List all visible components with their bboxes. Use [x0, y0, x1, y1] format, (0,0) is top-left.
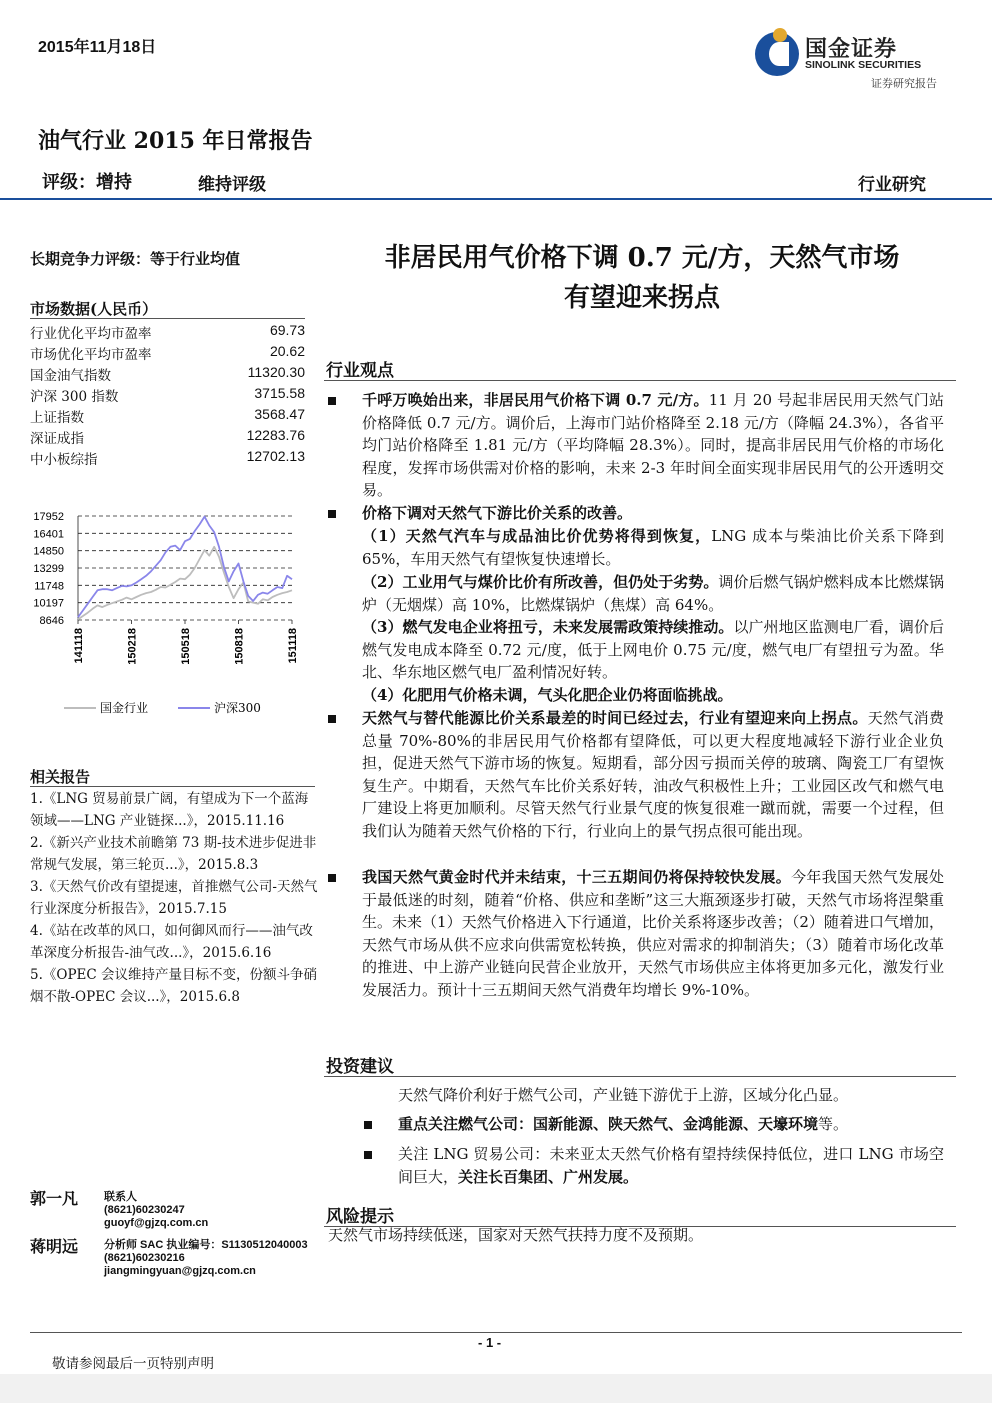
author-name: 郭一凡	[30, 1189, 79, 1208]
bullet-icon	[328, 874, 336, 882]
para-lead: 价格下调对天然气下游比价关系的改善。	[362, 504, 633, 522]
market-label: 沪深 300 指数	[30, 389, 119, 405]
section-heading: 投资建议	[326, 1057, 394, 1077]
author-email[interactable]: jiangmingyuan@gjzq.com.cn	[104, 1265, 256, 1277]
para-lead: 千呼万唤始出来，非居民用气价格下调 0.7 元/方。	[362, 391, 709, 409]
author-phone: (8621)60230247	[104, 1204, 185, 1216]
bullet-icon	[328, 510, 336, 518]
market-row	[30, 406, 305, 427]
para-lead: 我国天然气黄金时代并未结束，十三五期间仍将保持较快发展。	[362, 868, 792, 886]
bullet-icon	[364, 1151, 372, 1159]
logo-cn: 国金证券	[805, 37, 898, 62]
para-lead: （4）化肥用气价格未调，气头化肥企业仍将面临挑战。	[362, 686, 733, 704]
paragraph	[362, 389, 944, 502]
market-data-title: 市场数据(人民币）	[30, 300, 158, 318]
page-number: - 1 -	[478, 1335, 502, 1350]
paragraph	[362, 684, 944, 707]
series-line	[78, 547, 292, 620]
main-title-line: 有望迎来拐点	[563, 283, 720, 313]
x-tick-label: 150218	[126, 628, 139, 665]
longterm-rating: 长期竞争力评级：等于行业均值	[30, 250, 241, 268]
y-tick-label: 13299	[33, 563, 64, 575]
paragraph	[398, 1143, 944, 1188]
para-lead: 重点关注燃气公司：国新能源、陕天然气、金鸿能源、天壕环境	[398, 1115, 819, 1133]
market-value: 20.62	[269, 343, 305, 359]
market-row	[30, 364, 305, 385]
author-role: 分析师 SAC 执业编号：S1130512040003	[104, 1239, 308, 1251]
related-report-link[interactable]: 5.《OPEC 会议维持产量目标不变，份额斗争硝烟不散-OPEC 会议...》，2015.6.8	[30, 967, 318, 1005]
rating: 评级：增持	[42, 172, 132, 193]
para-lead: （2）工业用气与煤价比价有所改善，但仍处于劣势。	[362, 573, 719, 591]
market-label: 中小板综指	[30, 452, 98, 468]
market-row	[30, 427, 305, 448]
section-heading: 风险提示	[326, 1207, 394, 1227]
y-tick-label: 16401	[33, 528, 64, 541]
paragraph	[362, 525, 944, 570]
y-tick-label: 14850	[33, 545, 64, 558]
market-row	[30, 322, 305, 343]
author-name: 蒋明远	[30, 1237, 79, 1256]
company-logo	[755, 28, 945, 92]
bullet-icon	[364, 1121, 372, 1129]
y-tick-label: 17952	[33, 511, 64, 523]
market-value: 11320.30	[247, 364, 305, 380]
main-title-line: 非居民用气价格下调 0.7 元/方，天然气市场	[384, 243, 900, 273]
author-info	[104, 1191, 208, 1230]
bullet-icon	[328, 715, 336, 723]
footer-rule	[30, 1332, 962, 1333]
main-title	[322, 238, 962, 318]
para-body: 今年我国天然气发展处于最低迷的时刻，随着“价格、供应和垄断”这三大瓶颈逐步打破，天然气市场将涅槃重生。未来（1）天然气价格进入下行通道，比价关系将逐步改善；（2）随着进口气增加，天然气市场从供不应求向供需宽松转换，供应对需求的抑制消失；（3）随着市场化改革的推进、中上游产业链向民营企业放开，天然气市场供应主体将更加多元化，激发行业发展活力。预计十三五期间天然气消费年均增长 9%-10%。	[362, 868, 944, 999]
y-tick-label: 10197	[33, 597, 64, 610]
x-tick-label: 150818	[233, 628, 246, 665]
para-body: 以广州地区监测电厂看，调价后燃气发电成本降至 0.72 元/度，低于上网电价 0.75 元/度，燃气电厂有望扭亏为盈。华北、华东地区燃气电厂盈利情况好转。	[362, 618, 944, 682]
bullet-icon	[328, 397, 336, 405]
logo-mark-icon	[755, 32, 799, 76]
paragraph: 天然气市场持续低迷，国家对天然气扶持力度不及预期。	[328, 1226, 704, 1244]
disclaimer: 敬请参阅最后一页特别声明	[52, 1356, 214, 1372]
para-lead: （1）天然气汽车与成品油比价优势将得到恢复，	[362, 527, 712, 545]
market-row	[30, 343, 305, 364]
paragraph	[362, 616, 944, 684]
report-title: 油气行业 2015 年日常报告	[38, 128, 313, 154]
x-tick-label: 141118	[73, 628, 85, 664]
report-date: 2015年11月18日	[38, 39, 157, 56]
market-row	[30, 448, 305, 469]
market-label: 市场优化平均市盈率	[30, 347, 152, 363]
legend-label: 沪深300	[214, 701, 261, 715]
author-phone: (8621)60230216	[104, 1252, 185, 1264]
paragraph	[362, 866, 944, 1002]
x-tick-label: 151118	[287, 628, 299, 664]
divider	[324, 1076, 956, 1077]
legend-label: 国金行业	[100, 701, 149, 715]
related-report-link[interactable]: 1.《LNG 贸易前景广阔，有望成为下一个蓝海领域——LNG 产业链探...》，2015.11.16	[30, 791, 309, 829]
paragraph	[362, 502, 944, 525]
divider	[30, 786, 315, 787]
author-email[interactable]: guoyf@gjzq.com.cn	[104, 1217, 209, 1229]
author-info	[104, 1239, 308, 1278]
para-body: 11 月 20 号起非居民用天然气门站价格降低 0.7 元/方。调价后，上海市门站价格降至 2.18 元/方（降幅 24.3%），各省平均门站价格降至 1.81 元/方（平均降幅 28.3%）。同时，提高非居民用气价格的市场化程度，发挥市场供需对价格的影响，未来 2-3 年时间全面实现非居民用气的公开透明交易。	[362, 391, 944, 500]
market-value: 12702.13	[246, 448, 305, 464]
bottom-band	[0, 1374, 992, 1403]
paragraph	[362, 707, 944, 843]
para-body: LNG 成本与柴油比价关系下降到 65%，车用天然气有望恢复快速增长。	[362, 527, 944, 568]
market-row	[30, 385, 305, 406]
divider	[324, 380, 956, 381]
para-body: 调价后燃气锅炉燃料成本比燃煤锅炉（无烟煤）高 10%，比燃煤锅炉（焦煤）高 64%。	[362, 573, 944, 614]
x-tick-label: 150518	[180, 628, 192, 665]
para-lead: 关注长百集团、广州发展。	[458, 1167, 639, 1186]
market-label: 行业优化平均市盈率	[30, 326, 152, 342]
paragraph	[398, 1113, 944, 1136]
index-chart	[30, 498, 305, 728]
related-report-link[interactable]: 3.《天然气价改有望提速，首推燃气公司-天然气行业深度分析报告》，2015.7.15	[30, 879, 318, 917]
market-value: 69.73	[269, 322, 305, 338]
logo-sub: 证券研究报告	[871, 77, 937, 90]
rating-keep: 维持评级	[198, 175, 266, 195]
market-value: 3568.47	[254, 406, 305, 422]
para-body: 关注 LNG 贸易公司：未来亚太天然气价格有望持续保持低位，进口 LNG 市场空间巨大，	[398, 1145, 944, 1186]
para-lead: （3）燃气发电企业将扭亏，未来发展需政策持续推动。	[362, 618, 734, 636]
divider	[30, 318, 305, 319]
market-label: 上证指数	[30, 410, 84, 426]
related-report-link[interactable]: 2.《新兴产业技术前瞻第 73 期-技术进步促进非常规气发展，第三轮页...》，2015.8.3	[30, 835, 317, 873]
y-tick-label: 8646	[39, 615, 64, 627]
market-value: 3715.58	[254, 385, 305, 401]
section-label: 行业研究	[858, 175, 926, 195]
market-value: 12283.76	[246, 427, 305, 443]
paragraph: 天然气降价利好于燃气公司，产业链下游优于上游，区域分化凸显。	[398, 1086, 849, 1104]
header-rule	[0, 198, 992, 200]
para-body: 天然气消费总量 70%-80%的非居民用气价格都有望降低，可以更大程度地减轻下游行业企业负担，促进天然气下游市场的恢复。短期看，部分因亏损而关停的玻璃、陶瓷工厂有望恢复生产。中期看，天然气车比价关系好转，油改气积极性上升；工业园区改气和燃气电厂建设上将更加顺利。尽管天然气行业景气度的恢复很难一蹴而就，需要一个过程，但我们认为随着天然气价格的下行，行业向上的景气拐点很可能出现。	[362, 709, 944, 840]
author-role: 联系人	[104, 1191, 137, 1203]
y-tick-label: 11748	[34, 580, 64, 593]
market-label: 国金油气指数	[30, 368, 111, 384]
para-lead: 天然气与替代能源比价关系最差的时间已经过去，行业有望迎来向上拐点。	[362, 709, 868, 727]
logo-en: SINOLINK SECURITIES	[805, 59, 922, 71]
market-label: 深证成指	[30, 431, 84, 447]
section-heading: 行业观点	[326, 361, 394, 381]
related-reports-title: 相关报告	[30, 768, 91, 786]
related-report-link[interactable]: 4.《站在改革的风口，如何御风而行——油气改革深度分析报告-油气改...》，2015.6.16	[30, 923, 313, 961]
paragraph	[362, 571, 944, 616]
para-body: 等。	[818, 1115, 849, 1133]
